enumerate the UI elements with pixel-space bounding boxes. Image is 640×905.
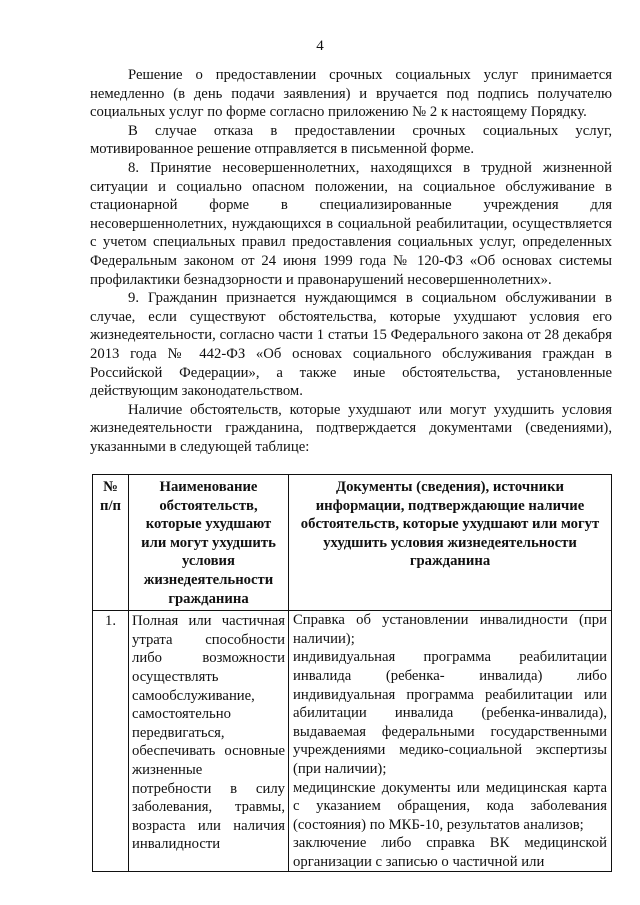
document-item: заключение либо справка ВК медицинской организации с записью о частичной или [293, 835, 607, 870]
row-number: 1. [93, 611, 129, 872]
row-circumstance: Полная или частичная утрата способности либо возможности осуществлять самообслуживание, самостоятельно передвигаться, обеспечивать основные жизненные потребности в силу заболевания, травмы, возраста или наличия инвалидности [129, 611, 289, 872]
header-number: № п/п [93, 475, 129, 611]
paragraph-table-intro: Наличие обстоятельств, которые ухудшают или могут ухудшить условия жизнедеятельности гражданина, подтверждается документами (сведениями), указанными в следующей таблице: [90, 401, 612, 455]
page-number: 4 [316, 38, 324, 54]
document-body [90, 66, 612, 456]
paragraph-9-need-recognition: 9. Гражданин признается нуждающимся в социальном обслуживании в случае, если существуют обстоятельства, которые ухудшают условия его жизнедеятельности, согласно части 1 статьи 15 Федерального закона от 28 декабря 2013 года № 442-ФЗ «Об основах социального обслуживания граждан в Российской Федерации», а также иные обстоятельства, установленные действующим законодательством. [90, 290, 612, 400]
document-item: индивидуальная программа реабилитации инвалида (ребенка- инвалида) либо индивидуальная программа реабилитации или абилитации инвалида (ребенка-инвалида), выдаваемая федеральными государственными учреждениями медико-социальной экспертизы (при наличии); [293, 649, 607, 777]
table-header-row [93, 475, 612, 611]
table-row [93, 611, 612, 872]
header-circumstance: Наименование обстоятельств, которые ухудшают или могут ухудшить условия жизнедеятельности гражданина [129, 475, 289, 611]
paragraph-refusal: В случае отказа в предоставлении срочных социальных услуг, мотивированное решение отправляется в письменной форме. [90, 122, 612, 158]
header-documents: Документы (сведения), источники информации, подтверждающие наличие обстоятельств, которые ухудшают или могут ухудшить условия жизнедеятельности гражданина [289, 475, 612, 611]
circumstances-table [92, 474, 612, 872]
row-documents [289, 611, 612, 872]
document-item: медицинские документы или медицинская карта с указанием обращения, кода заболевания (состояния) по МКБ-10, результатов анализов; [293, 779, 607, 833]
paragraph-urgent-services-decision: Решение о предоставлении срочных социальных услуг принимается немедленно (в день подачи заявления) и вручается под подпись получателю социальных услуг по форме согласно приложению № 2 к настоящему Порядку. [90, 67, 612, 121]
paragraph-8-minors: 8. Принятие несовершеннолетних, находящихся в трудной жизненной ситуации и социально опасном положении, на социальное обслуживание в стационарной форме в специализированные учреждения для несовершеннолетних, нуждающихся в социальной реабилитации, осуществляется с учетом специальных правил предоставления социальных услуг, определенных Федеральным законом от 24 июня 1999 года № 120-ФЗ «Об основах системы профилактики безнадзорности и правонарушений несовершеннолетних». [90, 159, 612, 288]
document-item: Справка об установлении инвалидности (при наличии); [293, 612, 607, 647]
